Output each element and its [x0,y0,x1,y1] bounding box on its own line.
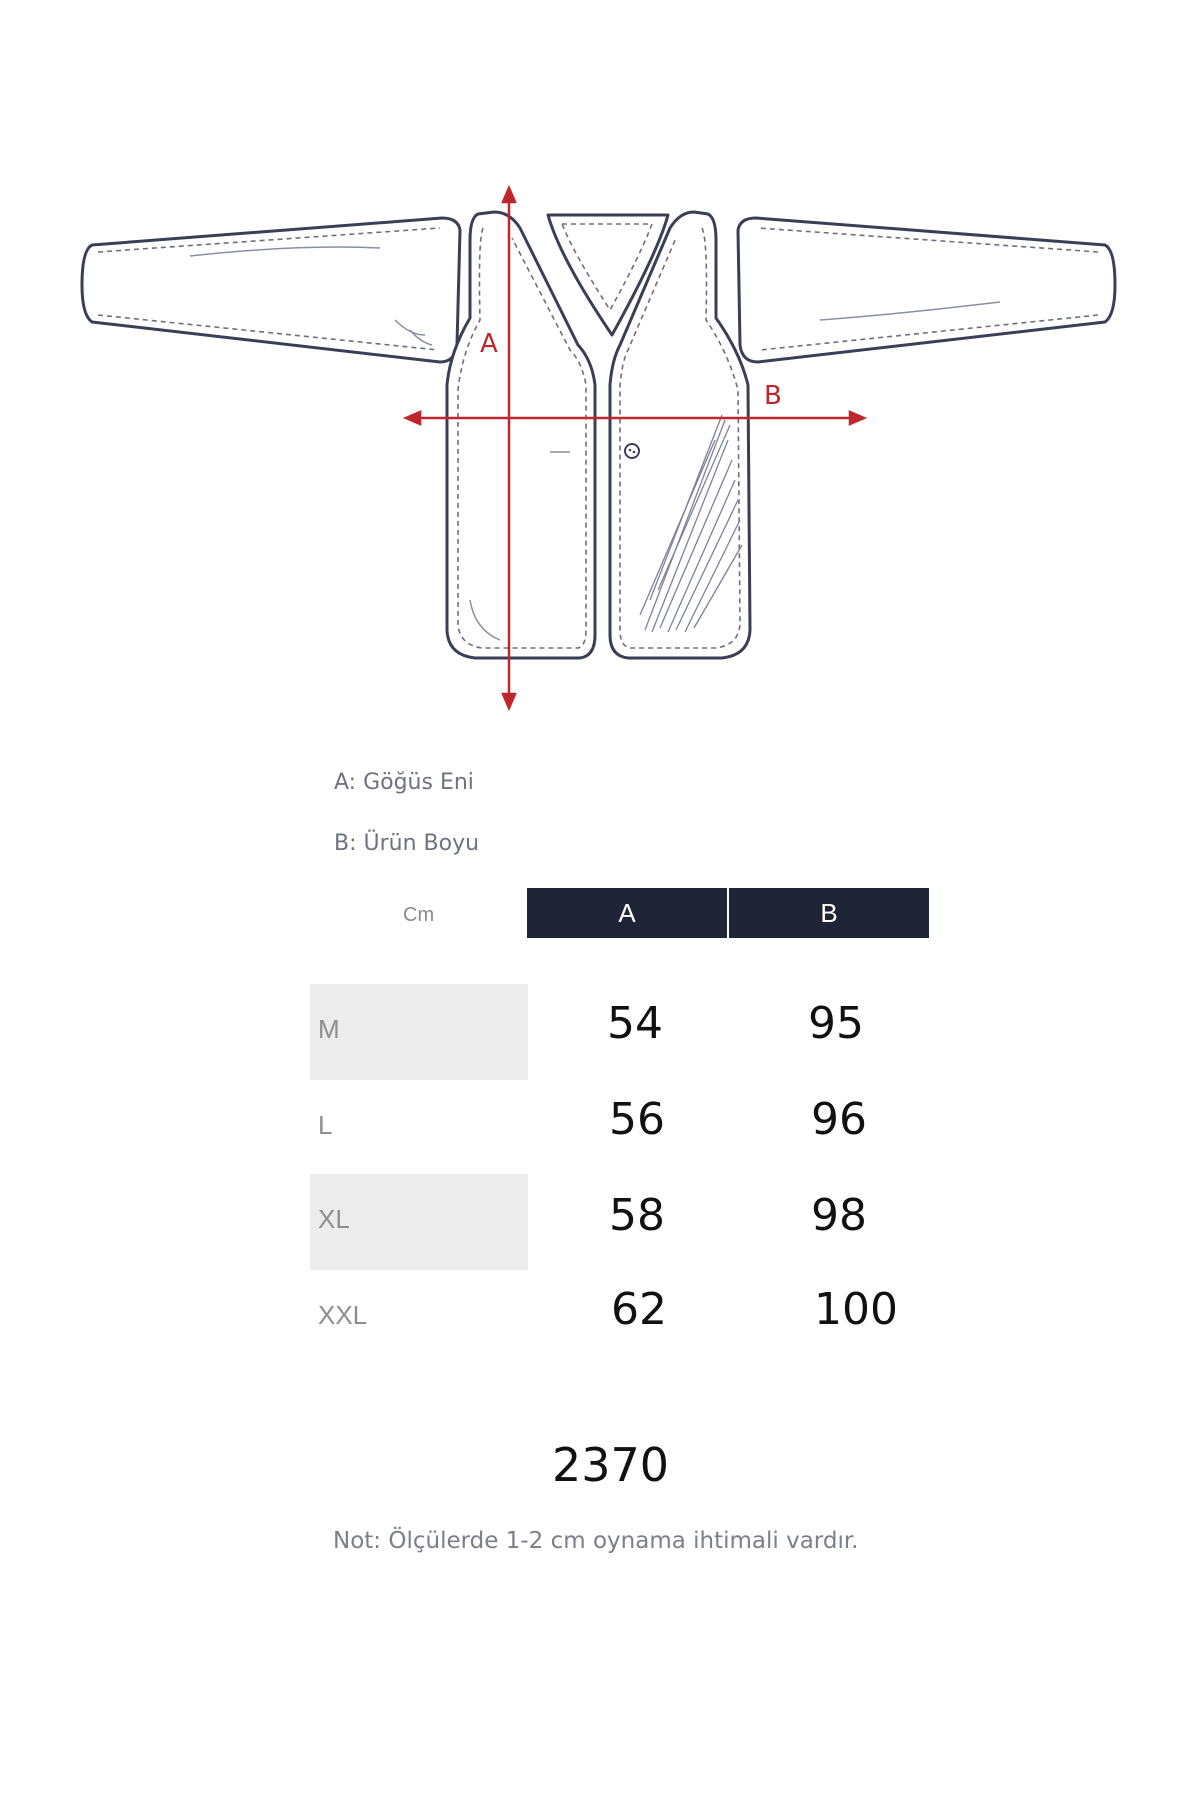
unit-label: Cm [403,904,435,926]
cell-l-a: 56 [609,1094,665,1145]
legend-a: A: Göğüs Eni [334,770,474,795]
left-front-panel [447,212,595,658]
cell-l-b: 96 [811,1094,867,1145]
column-header-a: A [527,888,727,938]
cell-xxl-a: 62 [611,1284,667,1335]
product-code: 2370 [552,1438,670,1492]
measure-b-label: B [764,381,782,411]
measurement-note: Not: Ölçülerde 1-2 cm oynama ihtimali vardır. [333,1528,859,1554]
size-label-xxl: XXL [318,1300,368,1330]
cell-m-a: 54 [607,998,663,1049]
cell-xl-b: 98 [811,1190,867,1241]
size-label-xl: XL [318,1204,350,1234]
measure-a-label: A [480,329,498,359]
cell-m-b: 95 [808,998,864,1049]
size-label-l: L [318,1110,333,1140]
size-label-m: M [318,1014,340,1044]
garment-diagram [0,0,1200,760]
cell-xxl-b: 100 [814,1284,898,1335]
column-header-b: B [729,888,929,938]
row-highlight [310,984,528,1080]
cell-xl-a: 58 [609,1190,665,1241]
legend-b: B: Ürün Boyu [334,831,480,856]
